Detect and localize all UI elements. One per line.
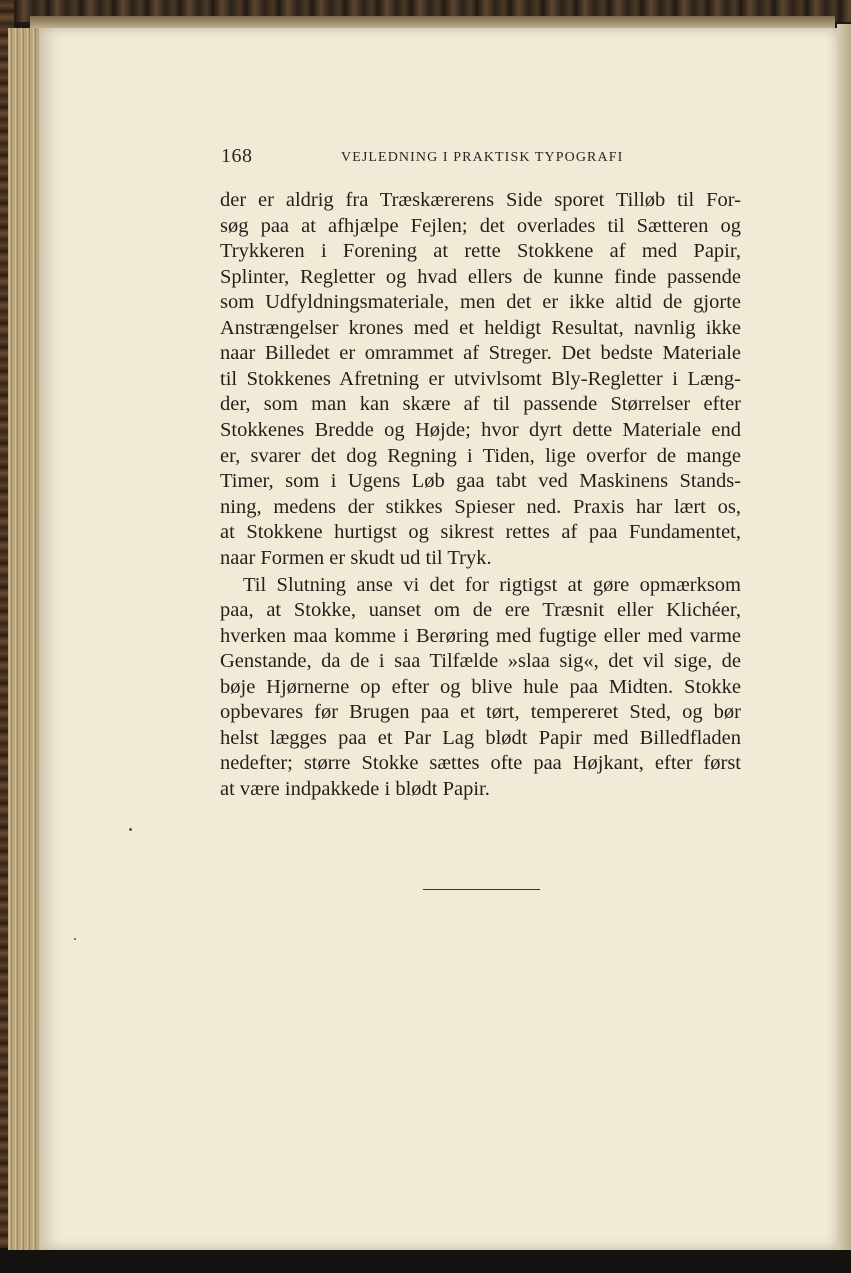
text-line: søg paa at afhjælpe Fejlen; det overlades til Sætteren og xyxy=(220,215,741,237)
text-line: ning, medens der stikkes Spieser ned. Praxis har lært os, xyxy=(220,496,741,518)
text-line: paa, at Stokke, uanset om de ere Træsnit eller Klichéer, xyxy=(220,599,741,621)
facing-page-edge xyxy=(837,24,851,1250)
text-line: at Stokkene hurtigst og sikrest rettes af paa Fundamentet, xyxy=(220,521,741,543)
paper-speck xyxy=(129,828,132,831)
text-line: Timer, som i Ugens Løb gaa tabt ved Maskinens Stands- xyxy=(220,470,741,492)
book-cover-bottom xyxy=(0,1248,851,1273)
text-line: er, svarer det dog Regning i Tiden, lige overfor de mange xyxy=(220,445,741,467)
running-head: VEJLEDNING I PRAKTISK TYPOGRAFI xyxy=(341,150,624,165)
text-line: Splinter, Regletter og hvad ellers de kunne finde passende xyxy=(220,266,741,288)
paper-speck xyxy=(74,938,76,940)
text-line: Genstande, da de i saa Tilfælde »slaa sig«, det vil sige, de xyxy=(220,650,741,672)
text-line: der, som man kan skære af til passende Størrelser efter xyxy=(220,393,741,415)
end-rule xyxy=(423,889,540,890)
page-number: 168 xyxy=(221,145,253,167)
text-line: Stokkenes Bredde og Højde; hvor dyrt dette Materiale end xyxy=(220,419,741,441)
text-line: hverken maa komme i Berøring med fugtige eller med varme xyxy=(220,625,741,647)
text-line: som Udfyldningsmateriale, men det er ikke altid de gjorte xyxy=(220,291,741,313)
text-line: naar Billedet er omrammet af Streger. Det bedste Materiale xyxy=(220,342,741,364)
text-line: Anstrængelser krones med et heldigt Resultat, navnlig ikke xyxy=(220,317,741,339)
text-line: bøje Hjørnerne op efter og blive hule paa Midten. Stokke xyxy=(220,676,741,698)
text-line: at være indpakkede i blødt Papir. xyxy=(220,778,490,800)
text-line: Til Slutning anse vi det for rigtigst at gøre opmærksom xyxy=(243,574,741,596)
text-line: der er aldrig fra Træskærerens Side sporet Tilløb til For- xyxy=(220,189,741,211)
text-line: Trykkeren i Forening at rette Stokkene af med Papir, xyxy=(220,240,741,262)
text-line: nedefter; større Stokke sættes ofte paa Højkant, efter først xyxy=(220,752,741,774)
text-line: til Stokkenes Afretning er utvivlsomt Bly-Regletter i Læng- xyxy=(220,368,741,390)
text-line: helst lægges paa et Par Lag blødt Papir med Billedfladen xyxy=(220,727,741,749)
page-edges xyxy=(8,28,44,1250)
text-line: opbevares før Brugen paa et tørt, tempereret Sted, og bør xyxy=(220,701,741,723)
text-line: naar Formen er skudt ud til Tryk. xyxy=(220,547,492,569)
